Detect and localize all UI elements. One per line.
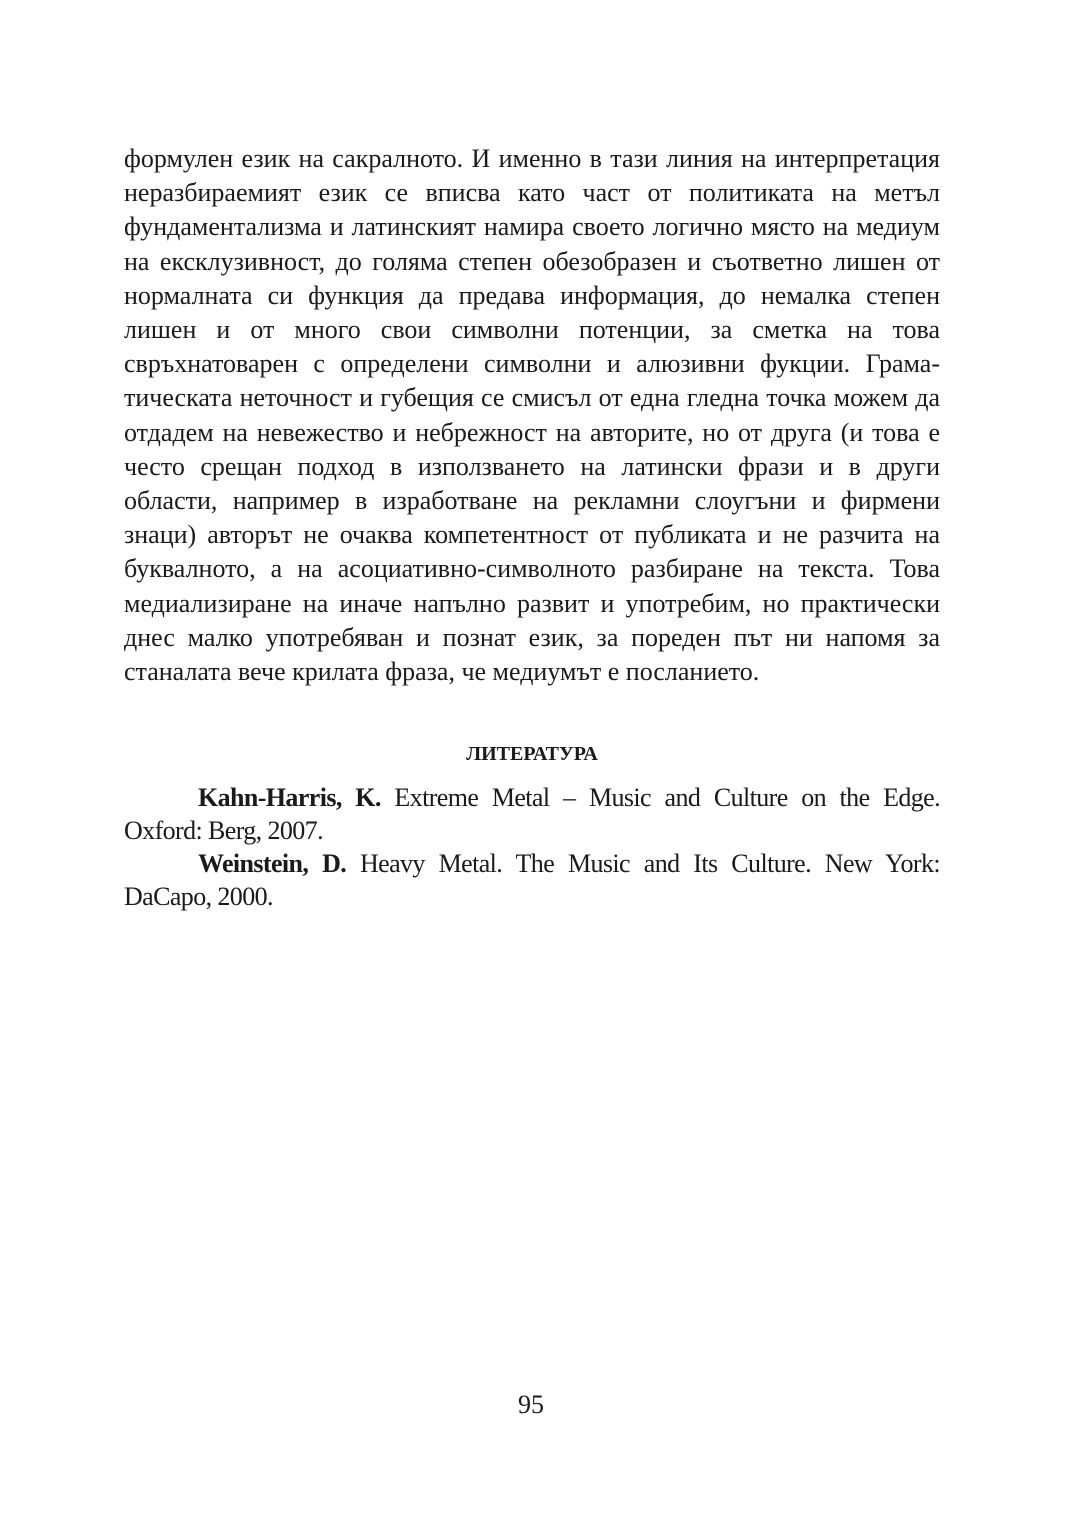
body-paragraph: формулен език на сакралното. И именно в тази линия на интерпретация неразбираемият език се вписва като част от политиката на метъл фундаментализма и латинският намира своето логично място на медиум на ексклузивност, до голяма степен обезобразен и съответно лишен от нормалната си функция да предава информация, до немалка степен лишен и от много свои символни потенции, за сметка на това свръхнатоварен с определени символни и алюзивни фукции. Граматическата неточност и губещия се смисъл от една гледна точка можем да отдадем на невежество и небрежност на авторите, но от друга (и това е често срещан подход в използването на латински фрази и в други области, например в изработване на рекламни слоугъни и фирмени знаци) авторът не очаква компетентност от публиката и не разчита на буквалното, а на асоциативно-символното разбиране на текста. Това медиализиране на иначе напълно развит и употребим, но практически днес малко употребяван и познат език, за пореден път ни напомя за станалата вече крилата фраза, че медиумът е посланието. [124, 144, 940, 687]
reference-details: Extreme Metal – Music and Culture on the Edge. Oxford: Berg, 2007. [124, 783, 941, 846]
reference-entry [124, 847, 940, 913]
reference-author: Kahn-Harris, K. [198, 783, 381, 813]
text-block [124, 142, 940, 913]
reference-entry [124, 781, 940, 847]
references-list [124, 781, 940, 913]
references-heading: ЛИТЕРАТУРА [466, 743, 598, 766]
page-number: 95 [518, 1390, 544, 1419]
reference-author: Weinstein, D. [198, 849, 347, 879]
reference-details: Heavy Metal. The Music and Its Culture. New York: DaCapo, 2000. [124, 849, 940, 912]
